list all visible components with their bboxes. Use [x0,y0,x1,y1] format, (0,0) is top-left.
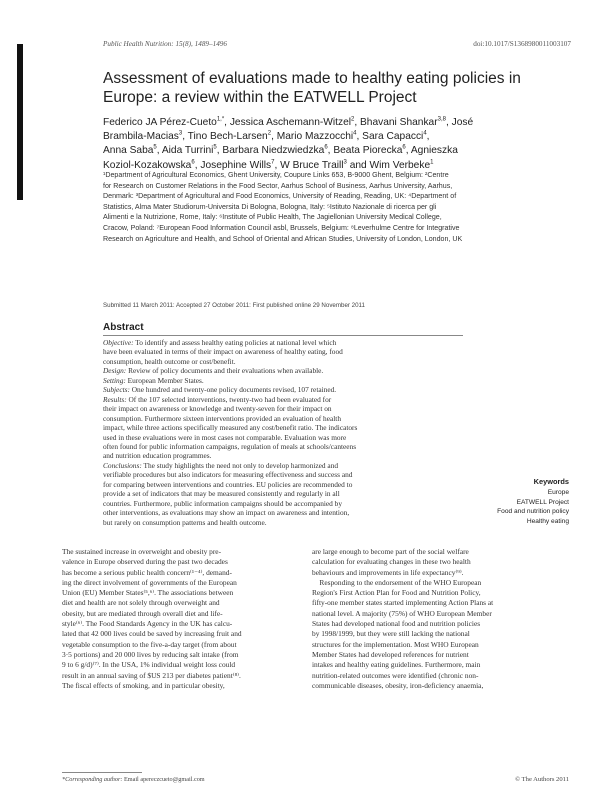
body-line: nutrition-related outcomes were identified (chronic non- [312,670,479,680]
body-line: States had developed national food and nutrition policies [312,619,481,629]
author-line: Koziol-Kozakowska$^6$, Josephine Wills$^7$, W Bruce Traill$^3$ and Wim Verbeke$^1$ [103,159,434,171]
abstract-line: consumption, health outcome or cost/benefit. [103,356,236,366]
body-column-left [62,547,293,691]
body-line: calculation for evaluating changes in these two health [312,557,471,567]
abstract-line: impact, while three actions specifically measured any cost/benefit ratio. The indicators [103,423,358,433]
abstract-divider [103,335,463,336]
abstract-line: Design: Review of policy documents and their evaluations when available. [103,366,324,376]
abstract-line: used in these evaluations were in most cases not comparable. Evaluation was more [103,432,347,442]
affiliation-line: Statistics, Alma Mater Studiorum-Universita Di Bologna, Bologna, Italy: ⁵Istituto Nazionale di ricerca per gli [103,202,437,211]
title-line: Assessment of evaluations made to healthy eating policies in [103,70,521,87]
article-title [103,69,523,107]
abstract-line: but rarely on consumption patterns and health outcome. [103,517,267,527]
corresponding-author-footnote: *Corresponding author: Email apereczcueto@gmail.com [62,776,205,783]
body-line: lated that 42 000 lives could be saved by increasing fruit and [62,629,242,639]
body-line: Region's First Action Plan for Food and Nutrition Policy, [312,588,481,598]
submission-dates: Submitted 11 March 2011: Accepted 27 October 2011: First published online 29 November 2011 [103,302,365,309]
abstract-line: and nutrition education programmes. [103,451,212,461]
affiliation-line: Research on Agriculture and Health, and School of Oriental and African Studies, University of London, London, UK [103,234,463,243]
doi: doi:10.1017/S1368980011003107 [473,40,571,48]
keyword-item: Europe [547,489,569,497]
abstract-heading: Abstract [103,322,144,333]
body-line: valence in Europe observed during the past two decades [62,557,228,567]
abstract-line: for comparing between interventions and countries. EU policies are recommended to [103,479,353,489]
abstract-line: Conclusions: The study highlights the need not only to develop harmonized and [103,460,339,470]
author-line: Brambila-Macias$^3$, Tino Bech-Larsen$^2$, Mario Mazzocchi$^4$, Sara Capacci$^4$, [103,130,430,143]
body-line: are large enough to become part of the social welfare [312,547,469,556]
affiliation-line: Denmark: ³Department of Agricultural and Food Economics, University of Reading, Reading, UK: ⁴Department of [103,192,457,201]
keywords-heading: Keywords [533,477,569,486]
affiliations [103,170,581,244]
abstract-line: other interventions, as evaluations may show an impact on awareness and intention, [103,508,350,518]
abstract-line: Results: Of the 107 selected interventions, twenty-two had been evaluated for [103,394,332,404]
body-line: behaviours and improvements in life expectancy⁽⁹⁾. [312,567,464,577]
abstract-line: Objective: To identify and assess healthy eating policies at national level which [103,338,337,347]
abstract-line: consumption. Furthermore sixteen interventions provided an evaluation of health [103,413,342,423]
keyword-item: EATWELL Project [516,498,569,506]
body-line: diet and health are not solely through overweight and [62,598,220,608]
affiliation-line: Alimenti e la Nutrizione, Rome, Italy: ⁶Institute of Public Health, The Jagiellonian University Medical College, [103,213,442,222]
body-line: structures for the implementation. Most WHO European [312,639,479,649]
body-line: The fiscal effects of smoking, and in particular obesity, [62,680,225,690]
body-line: 9 to 6 g/d)⁽⁷⁾. In the USA, 1% individual weight loss could [62,660,236,670]
body-line: Member States had developed references for nutrient [312,649,469,659]
body-line: obesity, but are mediated through overall diet and life- [62,608,223,618]
body-line: ing the direct involvement of governments of the European [62,577,237,587]
journal-citation: Public Health Nutrition: 15(8), 1489–1496 [103,40,227,48]
abstract-line: countries. Furthermore, public information campaigns should be accompanied by [103,498,343,508]
abstract-line: often found for public information campaigns, regulation of meals at schools/canteens [103,441,357,451]
body-line: by 1998/1999, but they were still lacking the national [312,629,470,639]
body-line: style⁽⁶⁾. The Food Standards Agency in the UK has calcu- [62,619,233,629]
body-line: Union (EU) Member States⁽⁵,⁶⁾. The associations between [62,588,234,598]
affiliation-line: Cracow, Poland: ⁷European Food Information Council asbl, Brussels, Belgium: ⁸Leverhulme Centre for Integrative [103,223,460,232]
author-list [103,116,573,173]
footnote-divider [62,772,142,773]
body-line: Responding to the endorsement of the WHO European [312,577,482,587]
body-line: national level. A majority (75%) of WHO European Member [312,608,492,618]
body-column-right [312,547,543,691]
abstract-line: their impact on awareness or knowledge and twenty-seven for their impact on [103,404,332,414]
body-line: result in an annual saving of $US 213 per diabetes patient⁽⁸⁾. [62,670,241,680]
body-line: fifty-one member states started implementing Action Plans at [312,598,494,608]
body-line: vegetable consumption to the five-a-day target (from about [62,639,237,649]
copyright-notice: © The Authors 2011 [515,776,569,783]
abstract-line: verifiable procedures but also indicators for measuring effectiveness and success and [103,470,353,480]
body-line: has become a serious public health concern⁽¹⁻⁴⁾, demand- [62,567,232,577]
keyword-item: Food and nutrition policy [497,508,569,516]
abstract-line: Setting: European Member States. [103,375,204,385]
abstract-line: Subjects: One hundred and twenty-one policy documents revised, 107 retained. [103,385,337,395]
body-line: intakes and healthy eating guidelines. Furthermore, main [312,660,481,670]
abstract-line: provide a set of indicators that may be measured consistently and regularly in all [103,489,340,499]
body-line: 3·5 portions) and 20 000 lives by reducing salt intake (from [62,649,239,659]
decorative-bar [17,44,23,200]
abstract-line: have been evaluated in terms of their impact on awareness of healthy eating, food [103,347,343,357]
keywords-box [497,477,569,526]
author-line: Federico JA Pérez-Cueto$^{1,*}$, Jessica Aschemann-Witzel$^2$, Bhavani Shankar$^{3,8}$, José [103,116,474,128]
keyword-item: Healthy eating [526,517,569,525]
affiliation-line: ¹Department of Agricultural Economics, Ghent University, Coupure Links 653, B-9000 Ghent, Belgium: ²Centre [103,171,449,179]
abstract-body [103,338,463,527]
title-line: Europe: a review within the EATWELL Project [103,89,417,106]
body-line: communicable diseases, obesity, iron-deficiency anaemia, [312,680,484,690]
body-line: The sustained increase in overweight and obesity pre- [62,547,222,556]
affiliation-line: for Research on Customer Relations in the Food Sector, Aarhus School of Business, Aarhus University, Aarhus, [103,181,453,190]
author-line: Anna Saba$^5$, Aida Turrini$^5$, Barbara Niedzwiedzka$^6$, Beata Piorecka$^6$, Agnieszka [103,145,458,157]
